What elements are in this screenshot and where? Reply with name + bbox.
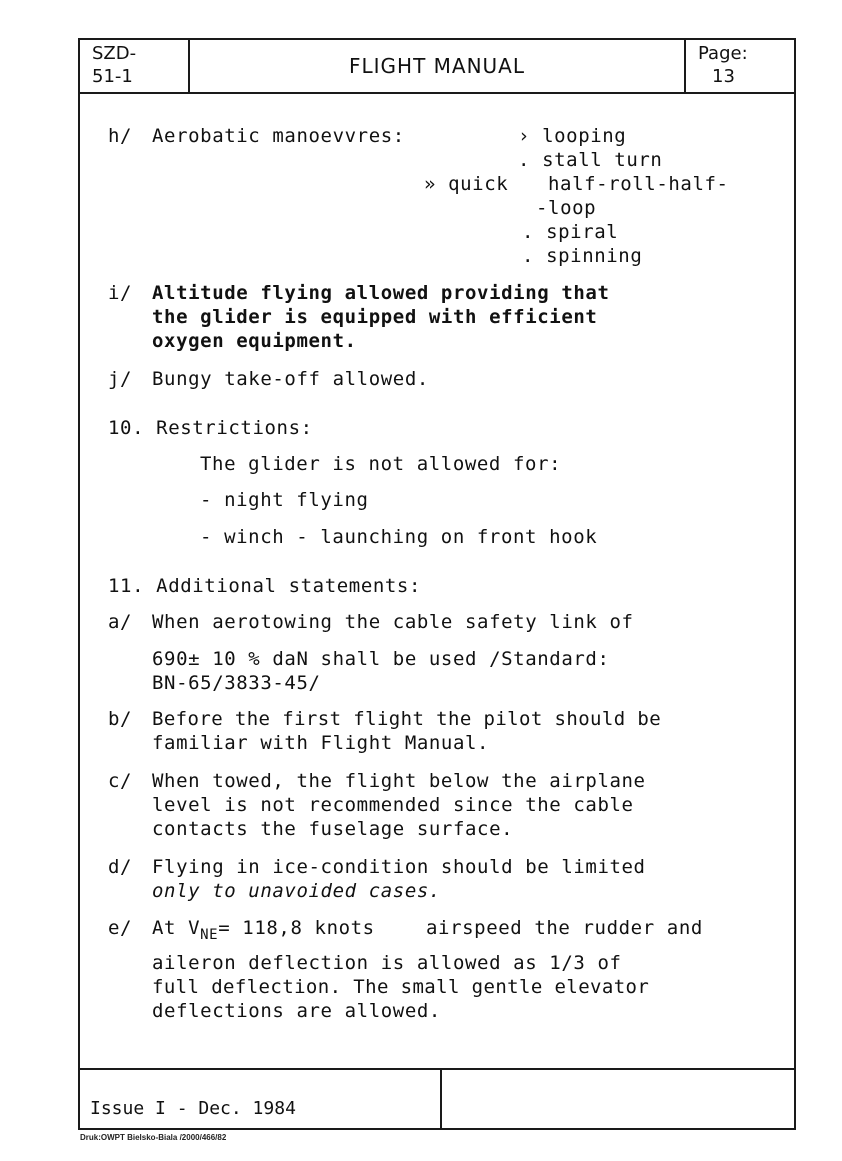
- statement-d-line: Flying in ice-condition should be limited: [152, 856, 646, 878]
- issue-label: Issue I - Dec. 1984: [90, 1098, 296, 1119]
- printer-imprint: Druk:OWPT Bielsko-Biala /2000/466/82: [80, 1133, 227, 1142]
- quick-prefix: » quick: [424, 173, 509, 195]
- section-h-marker: h/: [108, 125, 133, 147]
- statement-e-marker: e/: [108, 917, 133, 939]
- footer: [80, 1068, 794, 1128]
- statement-e-speed: [152, 917, 375, 943]
- doc-code-line1: SZD-: [92, 43, 137, 64]
- restrictions-intro: The glider is not allowed for:: [200, 453, 562, 475]
- page-title: FLIGHT MANUAL: [348, 54, 526, 78]
- section-h-label: Aerobatic manoevvres:: [152, 125, 405, 147]
- statement-a-line: BN-65/3833-45/: [152, 672, 321, 694]
- section-i-marker: i/: [108, 282, 133, 304]
- section-i-line: oxygen equipment.: [152, 330, 357, 352]
- aerobatic-item: . stall turn: [518, 149, 663, 171]
- statement-c-line: level is not recommended since the cable: [152, 794, 634, 816]
- section-i-line: the glider is equipped with efficient: [152, 306, 598, 328]
- section-i-line: Altitude flying allowed providing that: [152, 282, 610, 304]
- statement-e-rest: airspeed the rudder and: [426, 917, 703, 939]
- quick-text: half-roll-half-: [548, 173, 729, 195]
- restriction-item: - night flying: [200, 489, 369, 511]
- vne-subscript: NE: [200, 927, 219, 943]
- aerobatic-item: . spinning: [522, 245, 643, 267]
- doc-code-cell: [80, 40, 190, 92]
- restriction-item: - winch - launching on front hook: [200, 526, 598, 548]
- section-11-heading: 11. Additional statements:: [108, 575, 422, 597]
- statement-c-line: contacts the fuselage surface.: [152, 818, 514, 840]
- statement-b-line: familiar with Flight Manual.: [152, 732, 490, 754]
- page-number-cell: [684, 40, 794, 92]
- header: [80, 40, 794, 94]
- statement-a-line: When aerotowing the cable safety link of: [152, 611, 634, 633]
- vne-value: = 118,8 knots: [218, 917, 375, 939]
- aerobatic-item: -loop: [536, 197, 597, 219]
- statement-b-marker: b/: [108, 708, 133, 730]
- doc-code-line2: 51-1: [92, 66, 133, 87]
- page-label: Page:: [698, 43, 748, 64]
- aerobatic-item: › looping: [518, 125, 627, 147]
- aerobatic-item: . spiral: [522, 221, 619, 243]
- footer-divider: [440, 1070, 442, 1128]
- statement-c-marker: c/: [108, 770, 133, 792]
- page-number: 13: [712, 66, 735, 87]
- statement-a-marker: a/: [108, 611, 133, 633]
- statement-e-line: deflections are allowed.: [152, 1000, 441, 1022]
- statement-a-line: 690± 10 % daN shall be used /Standard:: [152, 648, 610, 670]
- statement-c-line: When towed, the flight below the airplane: [152, 770, 646, 792]
- statement-b-line: Before the first flight the pilot should be: [152, 708, 662, 730]
- statement-e-line: full deflection. The small gentle elevator: [152, 976, 650, 998]
- statement-d-marker: d/: [108, 856, 133, 878]
- statement-e-line: aileron deflection is allowed as 1/3 of: [152, 952, 622, 974]
- statement-d-line: only to unavoided cases.: [152, 880, 441, 902]
- section-10-heading: 10. Restrictions:: [108, 417, 313, 439]
- section-j-text: Bungy take-off allowed.: [152, 368, 429, 390]
- section-j-marker: j/: [108, 368, 133, 390]
- vne-prefix: At V: [152, 917, 201, 939]
